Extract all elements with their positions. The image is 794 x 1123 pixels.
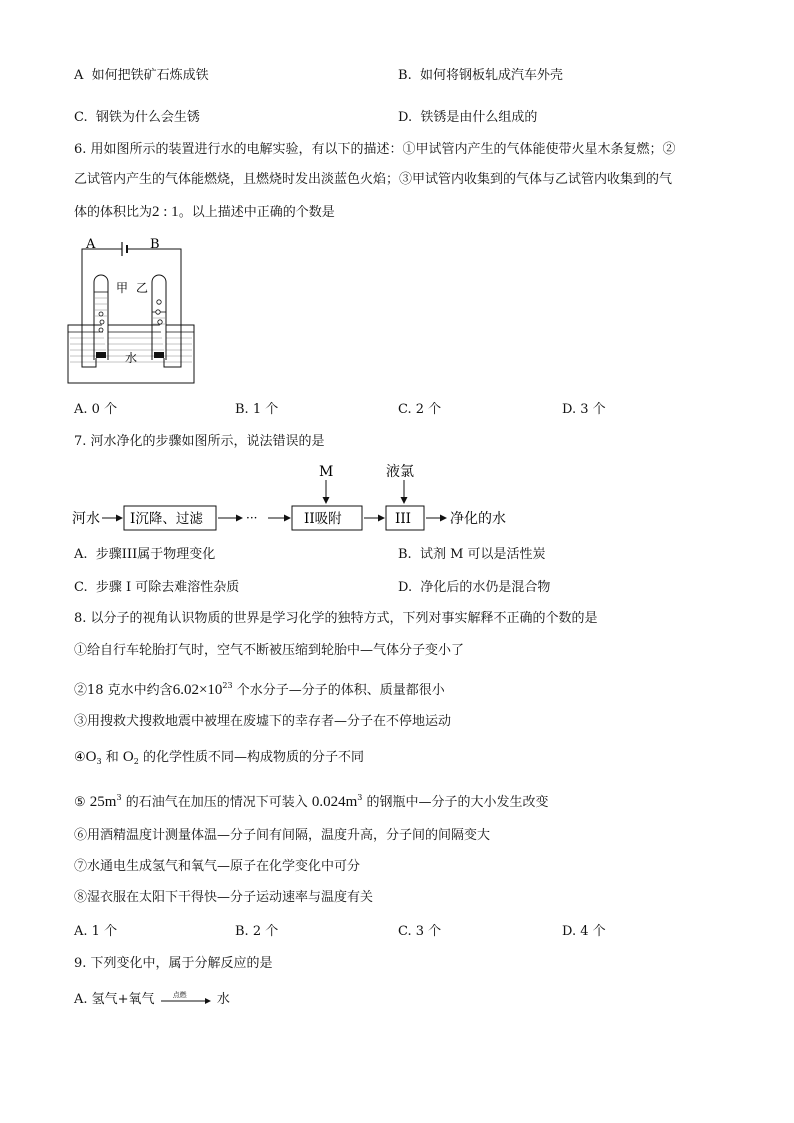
electrode-right: [154, 352, 164, 358]
terminal-a-label: A: [86, 237, 96, 252]
q8-option-c[interactable]: [398, 922, 441, 942]
q6-option-c[interactable]: [398, 400, 441, 420]
subscript: 2: [133, 757, 139, 766]
q8-option-d[interactable]: [562, 922, 606, 942]
oxygen-formula: O: [122, 749, 134, 765]
q8-item-2: [74, 676, 445, 701]
exponent: 23: [222, 681, 233, 690]
option-text: 步骤III属于物理变化: [95, 547, 216, 562]
item-text: 的石油气在加压的情况下可装入: [125, 795, 308, 810]
option-key: C: [74, 110, 84, 125]
volume-ratio: 2 : 1: [152, 204, 179, 220]
reaction-arrow: [159, 990, 213, 1007]
avogadro-number: 6.02×10: [172, 682, 223, 698]
item-text: ②18 克水中约含: [74, 683, 173, 698]
electrode-left: [96, 352, 106, 358]
option-text: 1 个: [252, 402, 279, 417]
step1-label: I沉降、过滤: [130, 511, 203, 527]
tube-yi: [152, 275, 166, 360]
q5-option-b[interactable]: B. 如何将钢板轧成汽车外壳: [398, 68, 563, 83]
option-key: A.: [74, 402, 88, 417]
option-text: 0 个: [91, 402, 118, 417]
ellipsis: ···: [246, 511, 258, 525]
q5-option-c[interactable]: C. 钢铁为什么会生锈: [74, 110, 200, 125]
item-text: 和: [105, 750, 119, 765]
option-text: 钢铁为什么会生锈: [95, 110, 200, 125]
q7-option-c[interactable]: [74, 578, 239, 598]
option-text: 水: [216, 992, 230, 1007]
electrolysis-apparatus-figure: [66, 232, 196, 387]
arrow-icon: [159, 993, 213, 1007]
q5-option-a[interactable]: [74, 66, 209, 86]
q6-option-d[interactable]: [562, 400, 606, 420]
river-water-label: 河水: [72, 511, 100, 527]
option-key: A: [74, 68, 84, 83]
lead-right: [164, 327, 181, 367]
option-key: D.: [562, 402, 577, 417]
q9-option-a[interactable]: [74, 990, 230, 1010]
q6-option-a[interactable]: [74, 400, 117, 420]
step3-label: III: [395, 511, 411, 527]
option-key: B.: [235, 924, 249, 939]
q8-item-5: [74, 788, 549, 813]
q8-option-b[interactable]: [235, 922, 278, 942]
option-key: D: [398, 110, 408, 125]
option-text: 如何将钢板轧成汽车外壳: [419, 68, 563, 83]
stem-text: 。以上描述中正确的个数是: [178, 205, 335, 220]
option-key: D.: [398, 580, 413, 595]
tube-jia: [94, 275, 108, 360]
option-text: A. 氢气+氧气: [74, 992, 155, 1007]
option-text: 净化后的水仍是混合物: [420, 580, 551, 595]
terminal-b-label: B: [150, 237, 160, 252]
q8-item-8: ⑧湿衣服在太阳下干得快—分子运动速率与温度有关: [74, 890, 374, 905]
option-key: A.: [74, 547, 88, 562]
reaction-condition: 点燃: [172, 990, 187, 999]
option-key: C.: [398, 924, 412, 939]
subscript: 3: [96, 757, 102, 766]
option-text: 铁锈是由什么组成的: [420, 110, 538, 125]
q8-item-7: ⑦水通电生成氢气和氧气—原子在化学变化中可分: [74, 859, 361, 874]
q8-item-6: ⑥用酒精温度计测量体温—分子间有间隔，温度升高，分子间的间隔变大: [74, 828, 491, 843]
option-text: 试剂 M 可以是活性炭: [419, 547, 546, 562]
purified-water-label: 净化的水: [450, 511, 506, 527]
item-marker: ④: [74, 750, 86, 765]
option-text: 如何把铁矿石炼成铁: [91, 68, 209, 83]
q6-option-b[interactable]: [235, 400, 278, 420]
q8-item-4: [74, 747, 364, 772]
q6-stem-line2: 乙试管内产生的气体能燃烧，且燃烧时发出淡蓝色火焰；③甲试管内收集到的气体与乙试管内收集到的气: [74, 172, 673, 187]
item-text: 的化学性质不同—构成物质的分子不同: [142, 750, 364, 765]
q5-option-d[interactable]: D. 铁锈是由什么组成的: [398, 110, 538, 125]
option-key: B: [398, 68, 408, 83]
item-text: 的钢瓶中—分子的大小发生改变: [366, 795, 549, 810]
option-key: A.: [74, 924, 88, 939]
water-label: 水: [125, 351, 138, 365]
option-key: B.: [398, 547, 412, 562]
q6-stem-line3: [74, 202, 335, 223]
q7-stem: 7. 河水净化的步骤如图所示，说法错误的是: [74, 434, 325, 449]
tube-yi-label: 乙: [136, 281, 149, 295]
stem-text: 体的体积比为: [74, 205, 153, 220]
superscript: 3: [116, 793, 122, 802]
option-text: 步骤 I 可除去难溶性杂质: [95, 580, 240, 595]
liquid-chlorine-label: 液氯: [386, 464, 414, 480]
option-key: C.: [74, 580, 88, 595]
q7-option-d[interactable]: [398, 578, 550, 598]
option-text: 2 个: [415, 402, 442, 417]
option-text: 4 个: [580, 924, 606, 939]
item-marker: ⑤: [74, 795, 86, 810]
q7-option-a[interactable]: [74, 545, 215, 565]
option-text: 1 个: [91, 924, 118, 939]
q9-stem: 9. 下列变化中，属于分解反应的是: [74, 956, 273, 971]
option-text: 3 个: [580, 402, 606, 417]
water-purification-flowchart: [70, 456, 540, 536]
option-text: 2 个: [252, 924, 279, 939]
tube-jia-label: 甲: [116, 281, 129, 295]
q8-item-3: ③用搜救犬搜救地震中被埋在废墟下的幸存者—分子在不停地运动: [74, 714, 452, 729]
option-key: B.: [235, 402, 249, 417]
item-text: 个水分子—分子的体积、质量都很小: [236, 683, 445, 698]
q8-item-1: ①给自行车轮胎打气时，空气不断被压缩到轮胎中—气体分子变小了: [74, 643, 465, 658]
volume-value: 0.024m: [311, 794, 358, 810]
step2-label: II吸附: [304, 511, 342, 527]
q8-option-a[interactable]: [74, 922, 117, 942]
option-key: C.: [398, 402, 412, 417]
q8-stem: 8. 以分子的视角认识物质的世界是学习化学的独特方式，下列对事实解释不正确的个数的是: [74, 611, 598, 626]
option-text: 3 个: [415, 924, 442, 939]
q7-option-b[interactable]: [398, 545, 546, 565]
volume-value: 25m: [89, 794, 117, 810]
option-key: D.: [562, 924, 577, 939]
reagent-m-label: M: [319, 464, 334, 480]
superscript: 3: [357, 793, 363, 802]
ozone-formula: O: [85, 749, 97, 765]
q6-stem-line1: 6. 用如图所示的装置进行水的电解实验，有以下的描述：①甲试管内产生的气体能使带火星木条复燃；②: [74, 142, 676, 157]
